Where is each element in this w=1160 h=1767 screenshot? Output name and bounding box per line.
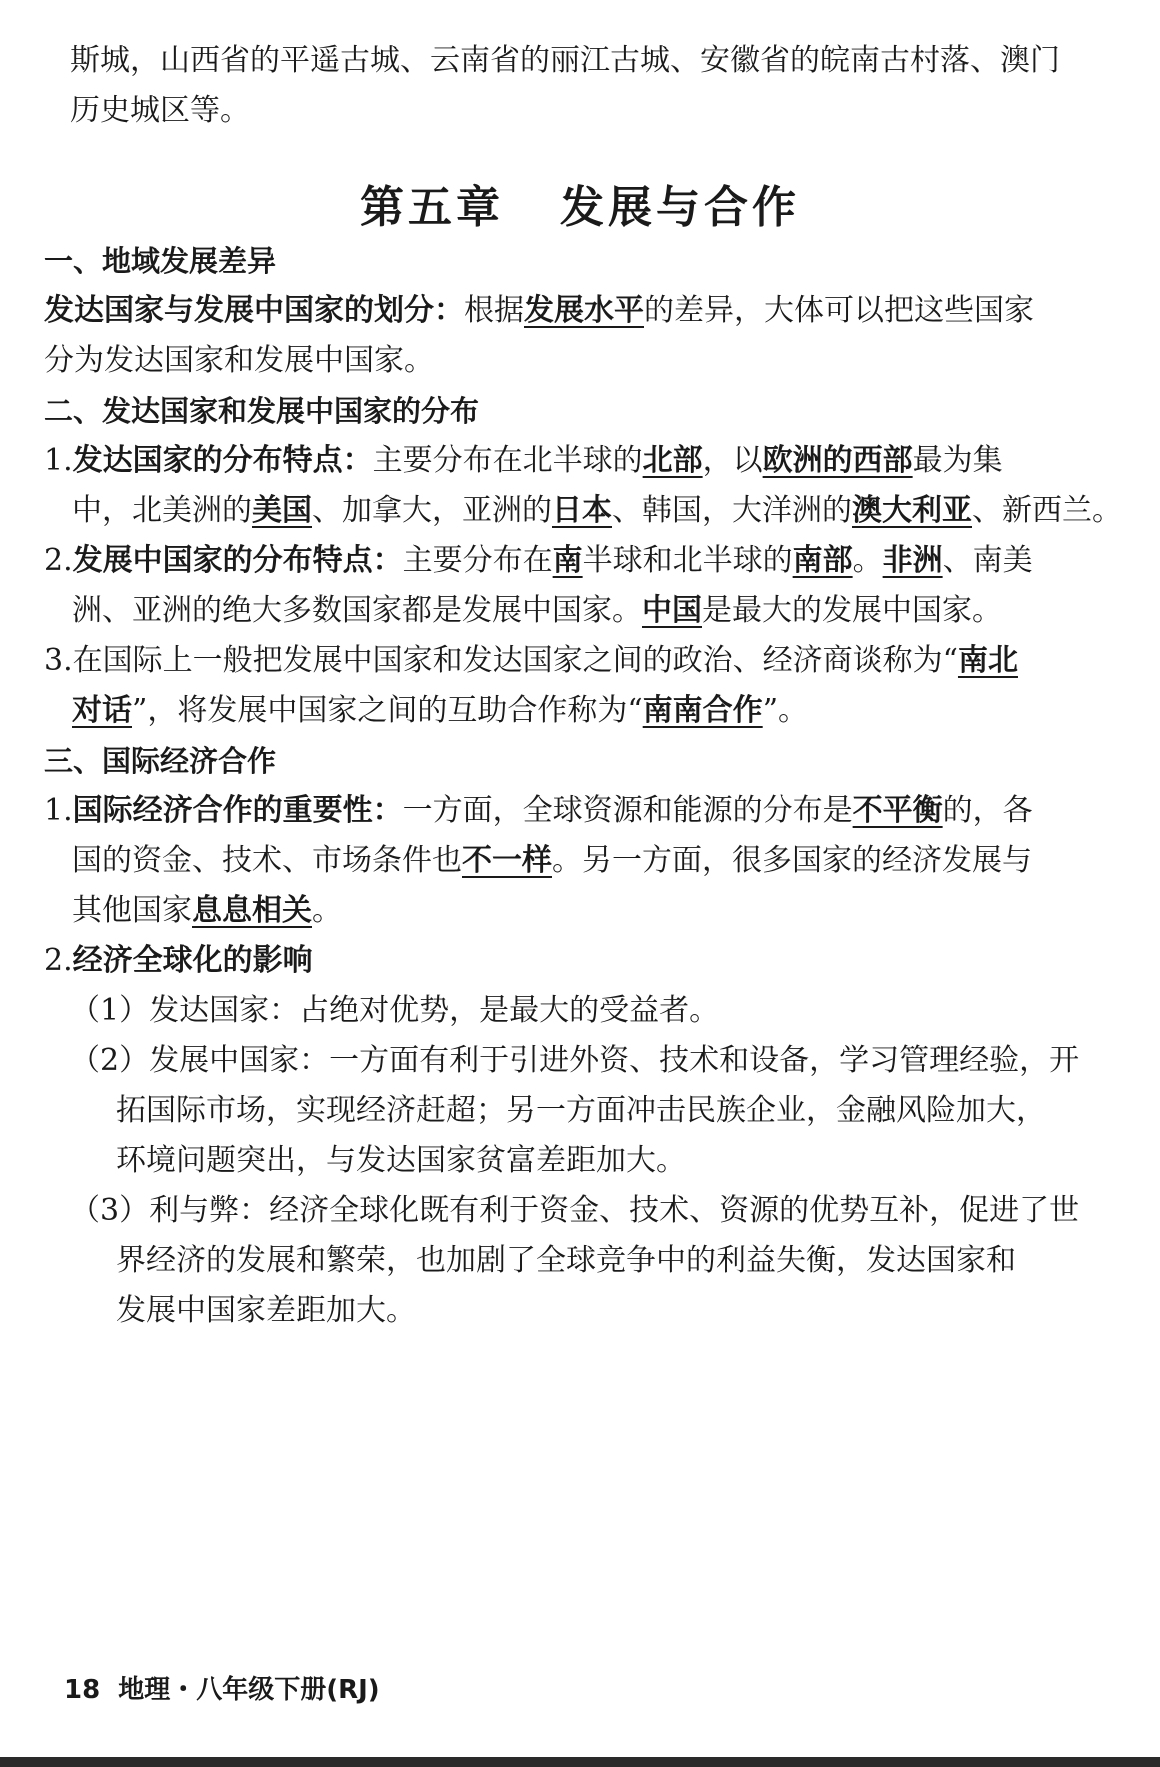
book-title: 地理・八年级下册(RJ) xyxy=(118,1675,380,1705)
s2-item-1-line-1 xyxy=(44,440,1003,482)
chapter-number: 第五章 xyxy=(360,182,504,233)
term-label: 发展中国家的分布特点： xyxy=(72,543,403,578)
s2-item-1-line-2 xyxy=(72,490,1122,532)
s3-item-2-line-1 xyxy=(44,940,313,982)
text: 其他国家 xyxy=(72,893,192,928)
text: ”，将发展中国家之间的互助合作称为“ xyxy=(132,693,643,728)
s3-sub-2-line-3: 环境问题突出，与发达国家贫富差距加大。 xyxy=(116,1143,686,1178)
text: 、加拿大，亚洲的 xyxy=(312,493,552,528)
key-term: 美国 xyxy=(252,493,312,528)
text: 主要分布在北半球的 xyxy=(372,443,643,478)
section-heading-1: 一、地域发展差异 xyxy=(44,244,277,278)
text: 主要分布在 xyxy=(402,543,553,578)
item-number: 1. xyxy=(44,443,73,478)
text: 国的资金、技术、市场条件也 xyxy=(72,843,462,878)
s3-sub-2-line-2: 拓国际市场，实现经济赶超；另一方面冲击民族企业，金融风险加大， xyxy=(116,1093,1046,1128)
s3-item-1-line-3 xyxy=(72,890,342,932)
key-term: 澳大利亚 xyxy=(852,493,972,528)
key-term: 南部 xyxy=(792,543,853,578)
chapter-title xyxy=(0,180,1160,236)
s3-item-1-line-2 xyxy=(72,840,1032,882)
chapter-name: 发展与合作 xyxy=(560,182,800,233)
item-number: 1. xyxy=(44,793,73,828)
text: 。 xyxy=(852,543,883,578)
term-label: 发达国家与发展中国家的划分： xyxy=(44,293,464,328)
text: 的差异，大体可以把这些国家 xyxy=(644,293,1034,328)
s2-item-2-line-1 xyxy=(44,540,1033,582)
key-term: 南北 xyxy=(957,643,1018,678)
s3-sub-1-line-1: （1）发达国家：占绝对优势，是最大的受益者。 xyxy=(70,993,720,1028)
text: 最为集 xyxy=(912,443,1003,478)
item-number: 2. xyxy=(44,943,73,978)
s3-sub-3-line-2: 界经济的发展和繁荣，也加剧了全球竞争中的利益失衡，发达国家和 xyxy=(116,1243,1016,1278)
s3-sub-3-line-1: （3）利与弊：经济全球化既有利于资金、技术、资源的优势互补，促进了世 xyxy=(70,1193,1080,1228)
text: 中，北美洲的 xyxy=(72,493,252,528)
text: ，以 xyxy=(702,443,763,478)
s3-sub-2-line-1: （2）发展中国家：一方面有利于引进外资、技术和设备，学习管理经验，开 xyxy=(70,1043,1080,1078)
text: 。另一方面，很多国家的经济发展与 xyxy=(552,843,1032,878)
key-term: 北部 xyxy=(642,443,703,478)
intro-line-2: 历史城区等。 xyxy=(70,93,250,128)
bottom-edge-bar xyxy=(0,1757,1160,1767)
key-term: 不平衡 xyxy=(852,793,943,828)
key-term: 欧洲的西部 xyxy=(762,443,913,478)
s1-paragraph-line-2: 分为发达国家和发展中国家。 xyxy=(44,343,434,378)
text: 洲、亚洲的绝大多数国家都是发展中国家。 xyxy=(72,593,642,628)
text: 、韩国，大洋洲的 xyxy=(612,493,852,528)
section-heading-3: 三、国际经济合作 xyxy=(44,744,277,778)
s3-item-1-line-1 xyxy=(44,790,1033,832)
text: 一方面，全球资源和能源的分布是 xyxy=(402,793,853,828)
text: 是最大的发展中国家。 xyxy=(702,593,1002,628)
text: 根据 xyxy=(464,293,524,328)
key-term: 南 xyxy=(552,543,583,578)
item-number: 2. xyxy=(44,543,73,578)
key-term: 对话 xyxy=(72,693,132,728)
intro-line-1: 斯城，山西省的平遥古城、云南省的丽江古城、安徽省的皖南古村落、澳门 xyxy=(70,43,1060,78)
text: 。 xyxy=(312,893,342,928)
text: 在国际上一般把发展中国家和发达国家之间的政治、经济商谈称为“ xyxy=(72,643,958,678)
text: ”。 xyxy=(762,693,809,728)
s2-item-3-line-1 xyxy=(44,640,1018,682)
item-number: 3. xyxy=(44,643,73,678)
key-term: 南南合作 xyxy=(642,693,763,728)
key-term: 发展水平 xyxy=(524,293,644,328)
key-term: 日本 xyxy=(552,493,612,528)
key-term: 息息相关 xyxy=(192,893,312,928)
s2-item-2-line-2 xyxy=(72,590,1002,632)
section-heading-2: 二、发达国家和发展中国家的分布 xyxy=(44,394,480,428)
text: 半球和北半球的 xyxy=(582,543,793,578)
key-term: 非洲 xyxy=(882,543,943,578)
term-label: 发达国家的分布特点： xyxy=(72,443,373,478)
key-term: 中国 xyxy=(642,593,702,628)
s2-item-3-line-2 xyxy=(72,690,808,732)
term-label: 经济全球化的影响 xyxy=(72,943,313,978)
text: 、新西兰。 xyxy=(972,493,1122,528)
s1-paragraph-line-1 xyxy=(44,290,1034,332)
s3-sub-3-line-3: 发展中国家差距加大。 xyxy=(116,1293,416,1328)
page-footer xyxy=(64,1672,380,1708)
text: 、南美 xyxy=(942,543,1033,578)
term-label: 国际经济合作的重要性： xyxy=(72,793,403,828)
key-term: 不一样 xyxy=(462,843,552,878)
page-number: 18 xyxy=(64,1675,101,1705)
text: 的，各 xyxy=(942,793,1033,828)
